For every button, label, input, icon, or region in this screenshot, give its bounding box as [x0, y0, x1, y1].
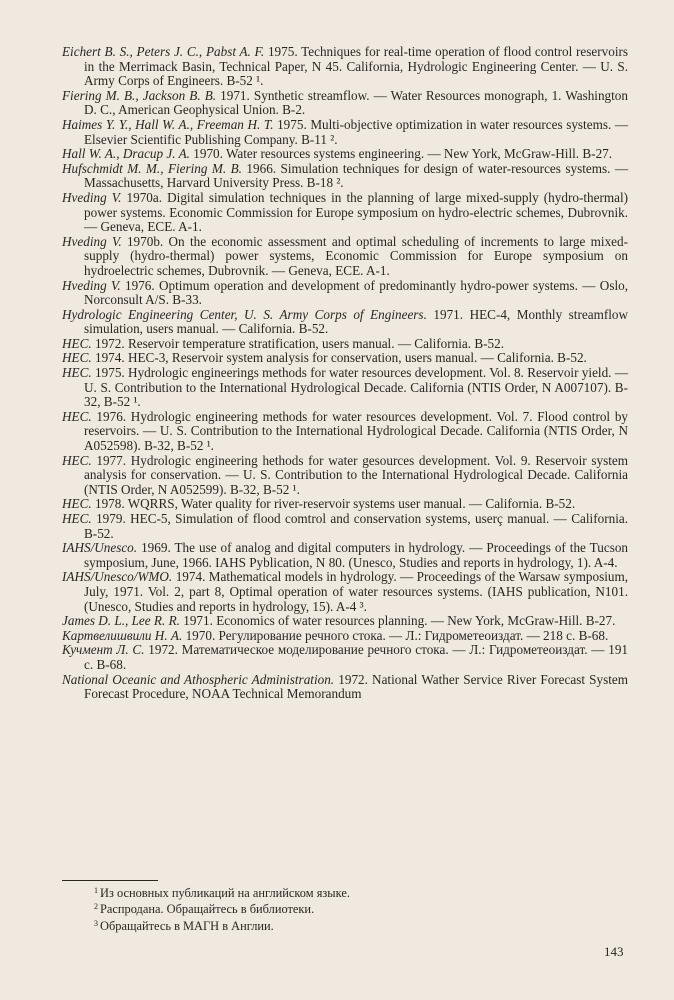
reference-entry	[62, 351, 628, 366]
footnote-text: Из основных публикаций на английском языке.	[100, 886, 350, 900]
footnote-mark: 2	[94, 902, 98, 912]
reference-text: 1972. Математическое моделирование речного стока. — Л.: Гидрометеоиздат. — 191 с. B-68.	[84, 642, 629, 672]
reference-text: 1979. HEC-5, Simulation of flood comtrol and conservation systems, userç manual. — California. B-52.	[84, 511, 629, 541]
reference-text: 1976. Optimum operation and development of predominantly hydro-power systems. — Oslo, Norconsult A/S. B-33.	[84, 277, 629, 308]
reference-entry	[62, 454, 628, 498]
reference-author: HEC.	[62, 452, 92, 468]
reference-author: Hveding V.	[62, 277, 121, 293]
reference-author: IAHS/Unesco/WMO.	[62, 569, 173, 585]
reference-text: 1971. Economics of water resources planning. — New York, McGraw-Hill. B-27.	[183, 613, 616, 629]
reference-author: Eichert B. S., Peters J. C., Pabst A. F.	[62, 44, 265, 59]
reference-author: HEC.	[62, 408, 92, 424]
footnote-mark: 3	[94, 918, 98, 928]
reference-text: 1974. Mathematical models in hydrology. — Proceedings of the Warsaw symposium, July, 1971. Vol. 2, part 8, Optimal operation of water resources systems. (IAHS publication, N101. (Unesco, Studies and reports in hydrology, 15). A-4 ³.	[84, 569, 629, 614]
reference-text: 1975. Multi-objective optimization in water resources systems. — Elsevier Scientific Publishing Company. B-11 ².	[84, 116, 629, 147]
reference-author: Haimes Y. Y., Hall W. A., Freeman H. T.	[62, 116, 274, 132]
reference-entry	[62, 629, 628, 644]
reference-text: 1969. The use of analog and digital computers in hydrology. — Proceedings of the Tucson symposium, June, 1966. IAHS Pyblication, N 80. (Unesco, Studies and reports in hydrology, 1). A-4.	[84, 540, 629, 570]
reference-author: HEC.	[62, 365, 92, 381]
reference-entry	[62, 643, 628, 672]
footnote-divider	[62, 880, 158, 881]
reference-entry	[62, 366, 628, 410]
reference-author: Кучмент Л. С.	[62, 642, 145, 658]
reference-author: IAHS/Unesco.	[62, 540, 138, 556]
reference-author: Fiering M. B., Jackson B. B.	[62, 87, 217, 103]
reference-author: Hall W. A., Dracup J. A.	[62, 146, 190, 162]
reference-text: 1977. Hydrologic engineering hethods for water gesources development. Vol. 9. Reservoir system analysis for conservation. — U. S. Contribution to the International Hydrological Decade. California (NTIS Order, N A052599). B-32, B-52 ¹.	[84, 452, 629, 497]
reference-entry	[62, 541, 628, 570]
reference-entry	[62, 235, 628, 279]
reference-author: Hufschmidt M. M., Fiering M. B.	[62, 160, 242, 176]
reference-entry	[62, 410, 628, 454]
reference-entry	[62, 279, 628, 308]
footnote-mark: 1	[94, 886, 98, 895]
footnote-text: Распродана. Обращайтесь в библиотеки.	[100, 902, 315, 917]
reference-text: 1974. HEC-3, Reservoir system analysis for conservation, users manual. — California. B-52.	[94, 350, 587, 366]
reference-entry	[62, 673, 628, 702]
reference-text: 1978. WQRRS, Water quality for river-reservoir systems user manual. — California. B-52.	[94, 496, 576, 512]
reference-entry	[62, 512, 628, 541]
footnotes	[62, 880, 628, 933]
reference-author: HEC.	[62, 350, 92, 366]
footnote-text: Обращайтесь в МАГН в Англии.	[100, 918, 274, 933]
reference-entry	[62, 570, 628, 614]
reference-entry	[62, 337, 628, 352]
footnote	[62, 900, 628, 916]
reference-entry	[62, 614, 628, 629]
reference-author: HEC.	[62, 511, 92, 526]
reference-entry	[62, 89, 628, 118]
reference-text: 1971. HEC-4, Monthly streamflow simulation, users manual. — California. B-52.	[84, 306, 628, 337]
reference-text: 1970. Water resources systems engineering. — New York, McGraw-Hill. B-27.	[193, 146, 613, 162]
page-number: 143	[604, 944, 624, 959]
reference-author: Hveding V.	[62, 233, 122, 249]
reference-entry	[62, 45, 628, 89]
reference-author: HEC.	[62, 335, 92, 351]
reference-author: HEC.	[62, 496, 92, 512]
reference-author: Hydrologic Engineering Center, U. S. Army Corps of Engineers.	[62, 306, 427, 322]
reference-text: 1972. Reservoir temperature stratification, users manual. — California. B-52.	[94, 335, 505, 351]
reference-text: 1970b. On the economic assessment and optimal scheduling of increments to large mixed-supply (hydro-thermal) power systems, Economic Commission for Europe symposium on hydroelectric schemes, Dubrovnik. — Geneva, ECE. A-1.	[84, 233, 629, 278]
reference-text: 1975. Hydrologic engineerings methods for water resources development. Vol. 8. Reservoir yield. — U. S. Contribution to the International Hydrological Decade. California (NTIS Order, N A007107). B-32, B-52 ¹.	[84, 365, 629, 410]
footnote	[62, 884, 628, 900]
reference-entry	[62, 162, 628, 191]
reference-entry	[62, 497, 628, 512]
reference-text: 1976. Hydrologic engineering methods for water resources development. Vol. 7. Flood control by reservoirs. — U. S. Contribution to the International Hydrological Decade. California (NTIS Order, N A052598). B-32, B-52 ¹.	[84, 408, 629, 454]
reference-entry	[62, 147, 628, 162]
reference-entry	[62, 308, 628, 337]
reference-text: 1970. Регулирование речного стока. — Л.: Гидрометеоиздат. — 218 с. B-68.	[185, 627, 609, 643]
reference-text: 1972. National Wather Service River Forecast System Forecast Procedure, NOAA Technical Memorandum	[84, 671, 628, 702]
reference-entry	[62, 118, 628, 147]
reference-list	[62, 45, 628, 702]
reference-author: Hveding V.	[62, 189, 122, 205]
reference-author: Картвелишвили Н. А.	[62, 627, 183, 643]
reference-text: 1966. Simulation techniques for design of water-resources systems. — Massachusetts, Harvard University Press. B-18 ².	[84, 160, 629, 191]
reference-text: 1971. Synthetic streamflow. — Water Resources monograph, 1. Washington D. C., American Geophysical Union. B-2.	[84, 87, 628, 118]
reference-text: 1975. Techniques for real-time operation of flood control reservoirs in the Merrimack Basin, Technical Paper, N 45. California, Hydrologic Engineering Center. — U. S. Army Corps of Engineers. B-52 ¹.	[84, 44, 629, 89]
reference-text: 1970a. Digital simulation techniques in the planning of large mixed-supply (hydro-thermal) power systems. Economic Commission for Europe symposium on hydro-electric schemes, Dubrovnik. — Geneva, ECE. A-1.	[84, 189, 629, 235]
reference-author: National Oceanic and Athospheric Administration.	[62, 671, 335, 687]
reference-author: James D. L., Lee R. R.	[62, 613, 180, 629]
reference-entry	[62, 191, 628, 235]
footnote	[62, 917, 628, 933]
